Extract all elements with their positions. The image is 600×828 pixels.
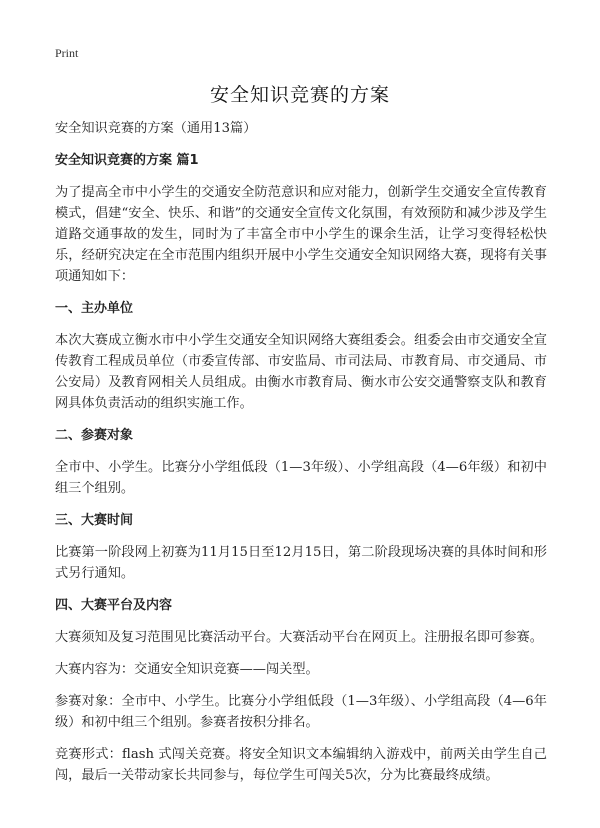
document-body: [55, 118, 547, 797]
participants-paragraph: 全市中、小学生。比赛分小学组低段（1—3年级）、小学组高段（4—6年级）和初中组三个组别。: [55, 460, 547, 496]
content-paragraph: 大赛内容为：交通安全知识竞赛——闯关型。: [55, 662, 319, 677]
section-heading-participants: 二、参赛对象: [55, 428, 134, 443]
document-subtitle: 安全知识竞赛的方案（通用13篇）: [55, 121, 257, 136]
organizer-paragraph: 本次大赛成立衡水市中小学生交通安全知识网络大赛组委会。组委会由市交通安全宣传教育工程成员单位（市委宣传部、市安监局、市司法局、市教育局、市交通局、市公安局）及教育网相关人员组成。由衡水市教育局、衡水市公安交通警察支队和教育网具体负责活动的组织实施工作。: [55, 333, 547, 411]
print-link[interactable]: Print: [55, 46, 79, 60]
article-heading: 安全知识竞赛的方案 篇1: [55, 153, 199, 168]
platform-paragraph: 大赛须知及复习范围见比赛活动平台。大赛活动平台在网页上。注册报名即可参赛。: [55, 630, 543, 645]
page-title: 安全知识竞赛的方案: [209, 84, 390, 106]
format-paragraph: 竞赛形式：flash 式闯关竞赛。将安全知识文本编辑纳入游戏中，前两关由学生自己闯，最后一关带动家长共同参与，每位学生可闯关5次，分为比赛最终成绩。: [55, 747, 547, 783]
section-heading-platform: 四、大赛平台及内容: [55, 598, 173, 613]
target-paragraph: 参赛对象：全市中、小学生。比赛分小学组低段（1—3年级）、小学组高段（4—6年级）和初中组三个组别。参赛者按积分排名。: [55, 694, 547, 730]
schedule-paragraph: 比赛第一阶段网上初赛为11月15日至12月15日，第二阶段现场决赛的具体时间和形式另行通知。: [55, 545, 547, 581]
intro-paragraph: 为了提高全市中小学生的交通安全防范意识和应对能力，创新学生交通安全宣传教育模式，倡建“安全、快乐、和谐”的交通安全宣传文化氛围，有效预防和减少涉及学生道路交通事故的发生，同时为了丰富全市中小学生的课余生活，让学习变得轻松快乐，经研究决定在全市范围内组织开展中小学生交通安全知识网络大赛，现将有关事项通知如下：: [55, 185, 547, 284]
section-heading-schedule: 三、大赛时间: [55, 513, 134, 528]
section-heading-organizer: 一、主办单位: [55, 301, 134, 316]
